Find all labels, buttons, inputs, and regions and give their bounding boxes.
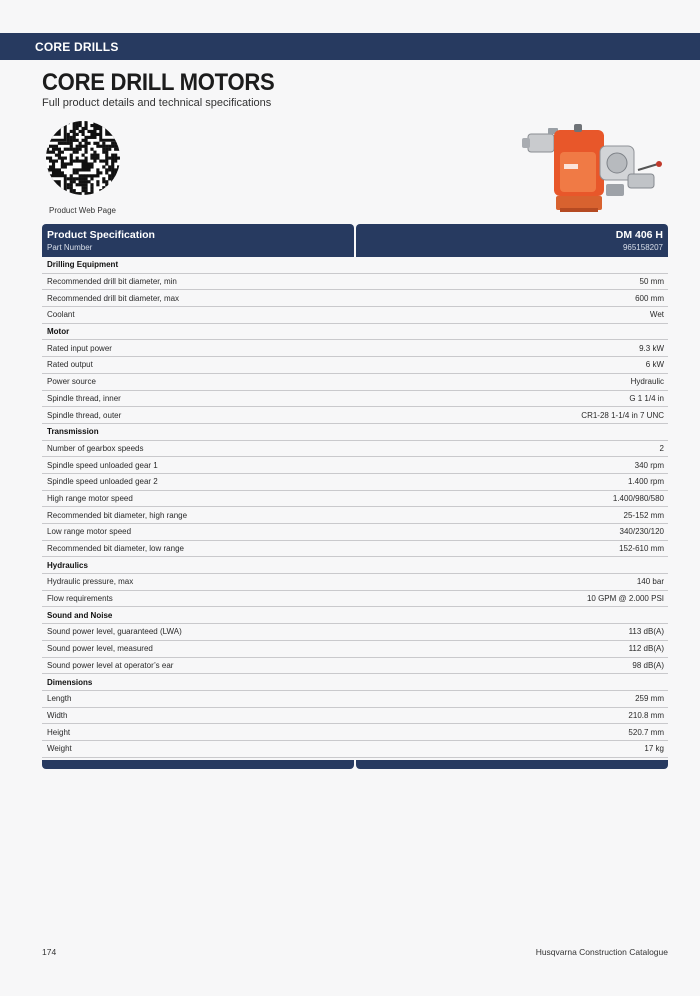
spec-label: Hydraulic pressure, max xyxy=(47,577,134,587)
table-row xyxy=(42,641,668,658)
table-header xyxy=(42,224,668,257)
section-header-bar xyxy=(0,33,700,60)
table-row xyxy=(42,340,668,357)
spec-label: Sound power level, measured xyxy=(47,644,153,654)
spec-rows xyxy=(42,257,668,758)
spec-value: 600 mm xyxy=(635,293,664,303)
table-row xyxy=(42,357,668,374)
spec-label: Recommended drill bit diameter, min xyxy=(47,277,177,287)
group-label: Drilling Equipment xyxy=(47,260,119,270)
table-row xyxy=(42,391,668,408)
spec-label: Recommended bit diameter, low range xyxy=(47,544,184,554)
product-image xyxy=(520,124,666,216)
spec-label: Sound power level at operator’s ear xyxy=(47,660,174,670)
spec-label: Height xyxy=(47,727,71,737)
spec-value: G 1 1/4 in xyxy=(629,393,664,403)
spec-value: 520.7 mm xyxy=(628,727,664,737)
table-row xyxy=(42,574,668,591)
table-row xyxy=(42,658,668,675)
table-row xyxy=(42,457,668,474)
group-label: Hydraulics xyxy=(47,560,88,570)
spec-label: Sound power level, guaranteed (LWA) xyxy=(47,627,182,637)
spec-value: Hydraulic xyxy=(630,377,664,387)
table-row xyxy=(42,474,668,491)
table-footer-right xyxy=(356,760,668,769)
spec-value: 152-610 mm xyxy=(619,544,664,554)
catalogue-name: Husqvarna Construction Catalogue xyxy=(535,947,668,957)
spec-value: 112 dB(A) xyxy=(628,644,664,654)
spec-group-heading xyxy=(42,607,668,624)
table-row xyxy=(42,507,668,524)
group-label: Motor xyxy=(47,327,70,337)
product-spec-table xyxy=(42,224,668,769)
spec-label: Recommended drill bit diameter, max xyxy=(47,293,180,303)
table-row xyxy=(42,290,668,307)
table-row xyxy=(42,691,668,708)
spec-value: 210.8 mm xyxy=(628,710,664,720)
table-row xyxy=(42,724,668,741)
spec-label: Length xyxy=(47,694,72,704)
header-part-number: 965158207 xyxy=(622,243,663,252)
spec-group-heading xyxy=(42,324,668,341)
spec-value: CR1-28 1-1/4 in 7 UNC xyxy=(581,410,664,420)
table-row xyxy=(42,624,668,641)
spec-value: 2 xyxy=(659,443,664,453)
spec-value: 340 rpm xyxy=(634,460,664,470)
table-header-left xyxy=(42,224,354,257)
table-row xyxy=(42,591,668,608)
table-footer-left xyxy=(42,760,354,769)
spec-label: Recommended bit diameter, high range xyxy=(47,510,188,520)
spec-group-heading xyxy=(42,424,668,441)
table-row xyxy=(42,274,668,291)
group-label: Sound and Noise xyxy=(47,610,113,620)
group-label: Dimensions xyxy=(47,677,93,687)
spec-label: Spindle thread, inner xyxy=(47,393,121,403)
spec-group-heading xyxy=(42,557,668,574)
qr-code[interactable] xyxy=(46,121,120,195)
page-number: 174 xyxy=(42,947,57,957)
core-drill-motor-illustration xyxy=(520,124,666,216)
table-row xyxy=(42,541,668,558)
spec-value: 6 kW xyxy=(645,360,664,370)
group-label: Transmission xyxy=(47,427,99,437)
table-row xyxy=(42,708,668,725)
spec-value: 1.400 rpm xyxy=(627,477,664,487)
spec-label: Spindle speed unloaded gear 1 xyxy=(47,460,158,470)
spec-label: High range motor speed xyxy=(47,493,133,503)
table-row xyxy=(42,491,668,508)
table-header-right xyxy=(356,224,668,257)
spec-label: Weight xyxy=(47,744,72,754)
table-row xyxy=(42,441,668,458)
spec-label: Power source xyxy=(47,377,96,387)
section-title: CORE DRILLS xyxy=(35,40,119,54)
spec-value: 340/230/120 xyxy=(619,527,664,537)
spec-label: Number of gearbox speeds xyxy=(47,443,144,453)
table-row xyxy=(42,407,668,424)
spec-value: 9.3 kW xyxy=(639,343,664,353)
spec-group-heading xyxy=(42,257,668,274)
spec-value: 140 bar xyxy=(636,577,664,587)
spec-label: Flow requirements xyxy=(47,594,113,604)
spec-value: 113 dB(A) xyxy=(628,627,664,637)
table-row xyxy=(42,741,668,758)
table-row xyxy=(42,374,668,391)
qr-caption: Product Web Page xyxy=(49,206,117,215)
spec-label: Spindle thread, outer xyxy=(47,410,122,420)
spec-group-heading xyxy=(42,674,668,691)
spec-value: 259 mm xyxy=(635,694,664,704)
spec-label: Low range motor speed xyxy=(47,527,132,537)
spec-label: Spindle speed unloaded gear 2 xyxy=(47,477,158,487)
table-footer xyxy=(42,760,668,769)
table-row xyxy=(42,524,668,541)
spec-label: Rated output xyxy=(47,360,93,370)
spec-value: 17 kg xyxy=(644,744,664,754)
header-model-name: DM 406 H xyxy=(615,229,663,241)
spec-value: 50 mm xyxy=(639,277,664,287)
qr-code-graphic xyxy=(46,121,120,195)
spec-label: Rated input power xyxy=(47,343,112,353)
page-subtitle: Full product details and technical specifications xyxy=(42,97,272,109)
spec-value: 10 GPM @ 2.000 PSI xyxy=(586,594,664,604)
spec-value: 98 dB(A) xyxy=(632,660,664,670)
header-part-number-label: Part Number xyxy=(47,243,93,252)
table-row xyxy=(42,307,668,324)
spec-value: Wet xyxy=(649,310,664,320)
spec-value: 25-152 mm xyxy=(623,510,664,520)
spec-label: Width xyxy=(47,710,68,720)
page-title: CORE DRILL MOTORS xyxy=(42,69,275,96)
spec-label: Coolant xyxy=(47,310,75,320)
spec-value: 1.400/980/580 xyxy=(612,493,664,503)
header-product-spec: Product Specification xyxy=(47,229,155,241)
